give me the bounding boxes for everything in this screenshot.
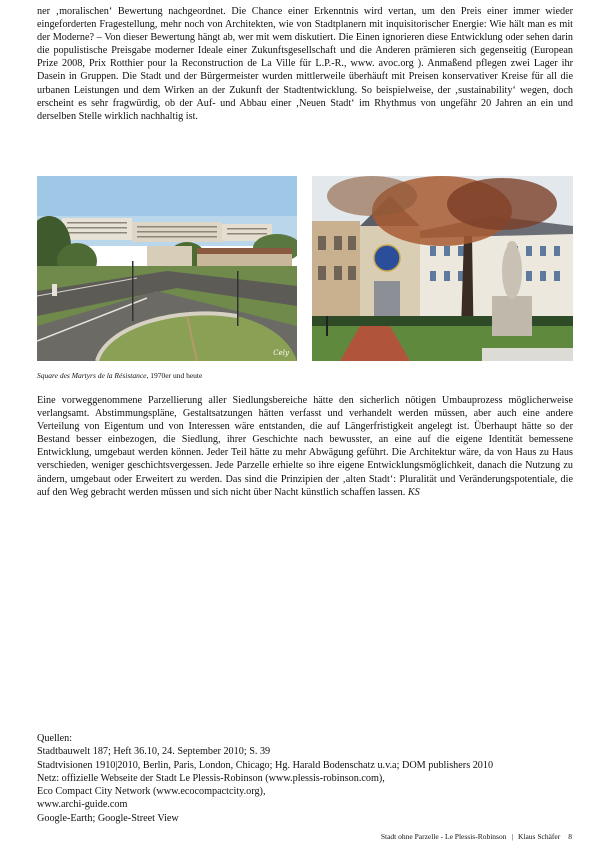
photo-today-drawing (312, 176, 573, 361)
page-footer (381, 832, 572, 842)
source-line: Google-Earth; Google-Street View (37, 812, 179, 824)
footer-separator: | (511, 832, 513, 841)
figure-caption (37, 371, 202, 381)
photo-square-1970s (37, 176, 297, 361)
source-line: Eco Compact City Network (www.ecocompactcity.org), (37, 786, 266, 798)
author-initials: KS (407, 486, 420, 498)
photo-square-today (312, 176, 573, 361)
body-paragraph-1 (37, 5, 573, 123)
photo-1970s-drawing (37, 176, 297, 361)
source-line: www.archi-guide.com (37, 799, 128, 811)
photo-stamp: Cely (273, 349, 289, 357)
sources-list (37, 732, 573, 825)
source-line: Stadtvisionen 1910|2010, Berlin, Paris, London, Chicago; Hg. Harald Bodenschatz u.v.a; DOM publishers 2010 (37, 759, 494, 771)
footer-title: Stadt ohne Parzelle - Le Plessis-Robinson (380, 832, 507, 841)
body-paragraph-2 (37, 394, 573, 499)
paragraph-1-text: ner ‚moralischen‘ Bewertung nachgeordnet. Die Chance einer Erkenntnis wird vertan, um den Preis einer immer wieder eingeforderten Fragestellung, mehr noch von Architekten, wie von Stadtplanern mit inquisitorischer Energie: Wie hält man es mit der Moderne? – Von dieser Bewertung hängt ab, wer mit wem diskutiert. Die Einen ignorieren diese Entwicklung oder sehen darin die populistische Preisgabe moderner Ideale einer Zukunftsgesellschaft und die Anderen prämieren sich gegenseitig (European Prize 2008, Prix Rotthier pour la Reconstruction de La Ville für L.P.-R., www. avoc.org ). Anmaßend pflegen zwei Lager ihr Dasein in Gruppen. Die Stadt und der Bürgermeister wurden mittlerweile überhäuft mit Preisen konservativer Kreise für all die urbanen Leistungen und dem Wirken an der Zukunft der Stadtentwicklung. So beispielweise, der ‚sustainability‘ wegen, doch erscheint es sehr fragwürdig, ob der Auf- und Abbau einer ‚Neuen Stadt‘ im Rhythmus von ungefähr 20 Jahren an ein und derselben Stelle wirklich nachhaltig ist. (37, 6, 573, 122)
caption-place-name: Square des Martyrs de la Résistance (37, 371, 147, 380)
page-number: 8 (568, 832, 572, 841)
sources-heading: Quellen: (37, 733, 73, 744)
caption-date-text: , 1970er und heute (146, 371, 203, 380)
source-line: Netz: offizielle Webseite der Stadt Le Plessis-Robinson (www.plessis-robinson.com), (37, 772, 385, 784)
source-line: Stadtbauwelt 187; Heft 36.10, 24. September 2010; S. 39 (37, 746, 271, 758)
footer-author: Klaus Schäfer (517, 832, 561, 841)
paragraph-2-text: Eine vorweggenommene Parzellierung aller Siedlungsbereiche hätte den sicherlich nötigen Umbauprozess möglicherweise verlangsamt. Abstimmungspläne, Gestaltsatzungen hätten verfasst und verhandelt werden müssen, aber auch eine andere Verteilung von Eigentum und von Interessen wäre entstanden, die auf Längerfristigkeit angelegt ist. Überhaupt hätte so der Bestand besser einbezogen, die Siedlung, ihrer Geschichte nach bewusster, an eine auf die eigene Identität bemessene Entwicklung, umgebaut werden können. Jeder Teil hätte zu mehr Abwägung geführt. Die Architektur wäre, da von Haus zu Haus verschieden, weniger geschichtsvergessen. Jede Parzelle erhielte so ihre eigene Entwicklungsmöglichkeit, danach die Nutzung zu ändern, umgebaut oder Erweitert zu werden. Das sind die Prinzipien der ‚alten Stadt‘: Pluralität und Veränderungspotentiale, die auf den Weg gebracht werden müssen und sich nicht über Nacht künstlich schaffen lassen. (37, 395, 573, 498)
